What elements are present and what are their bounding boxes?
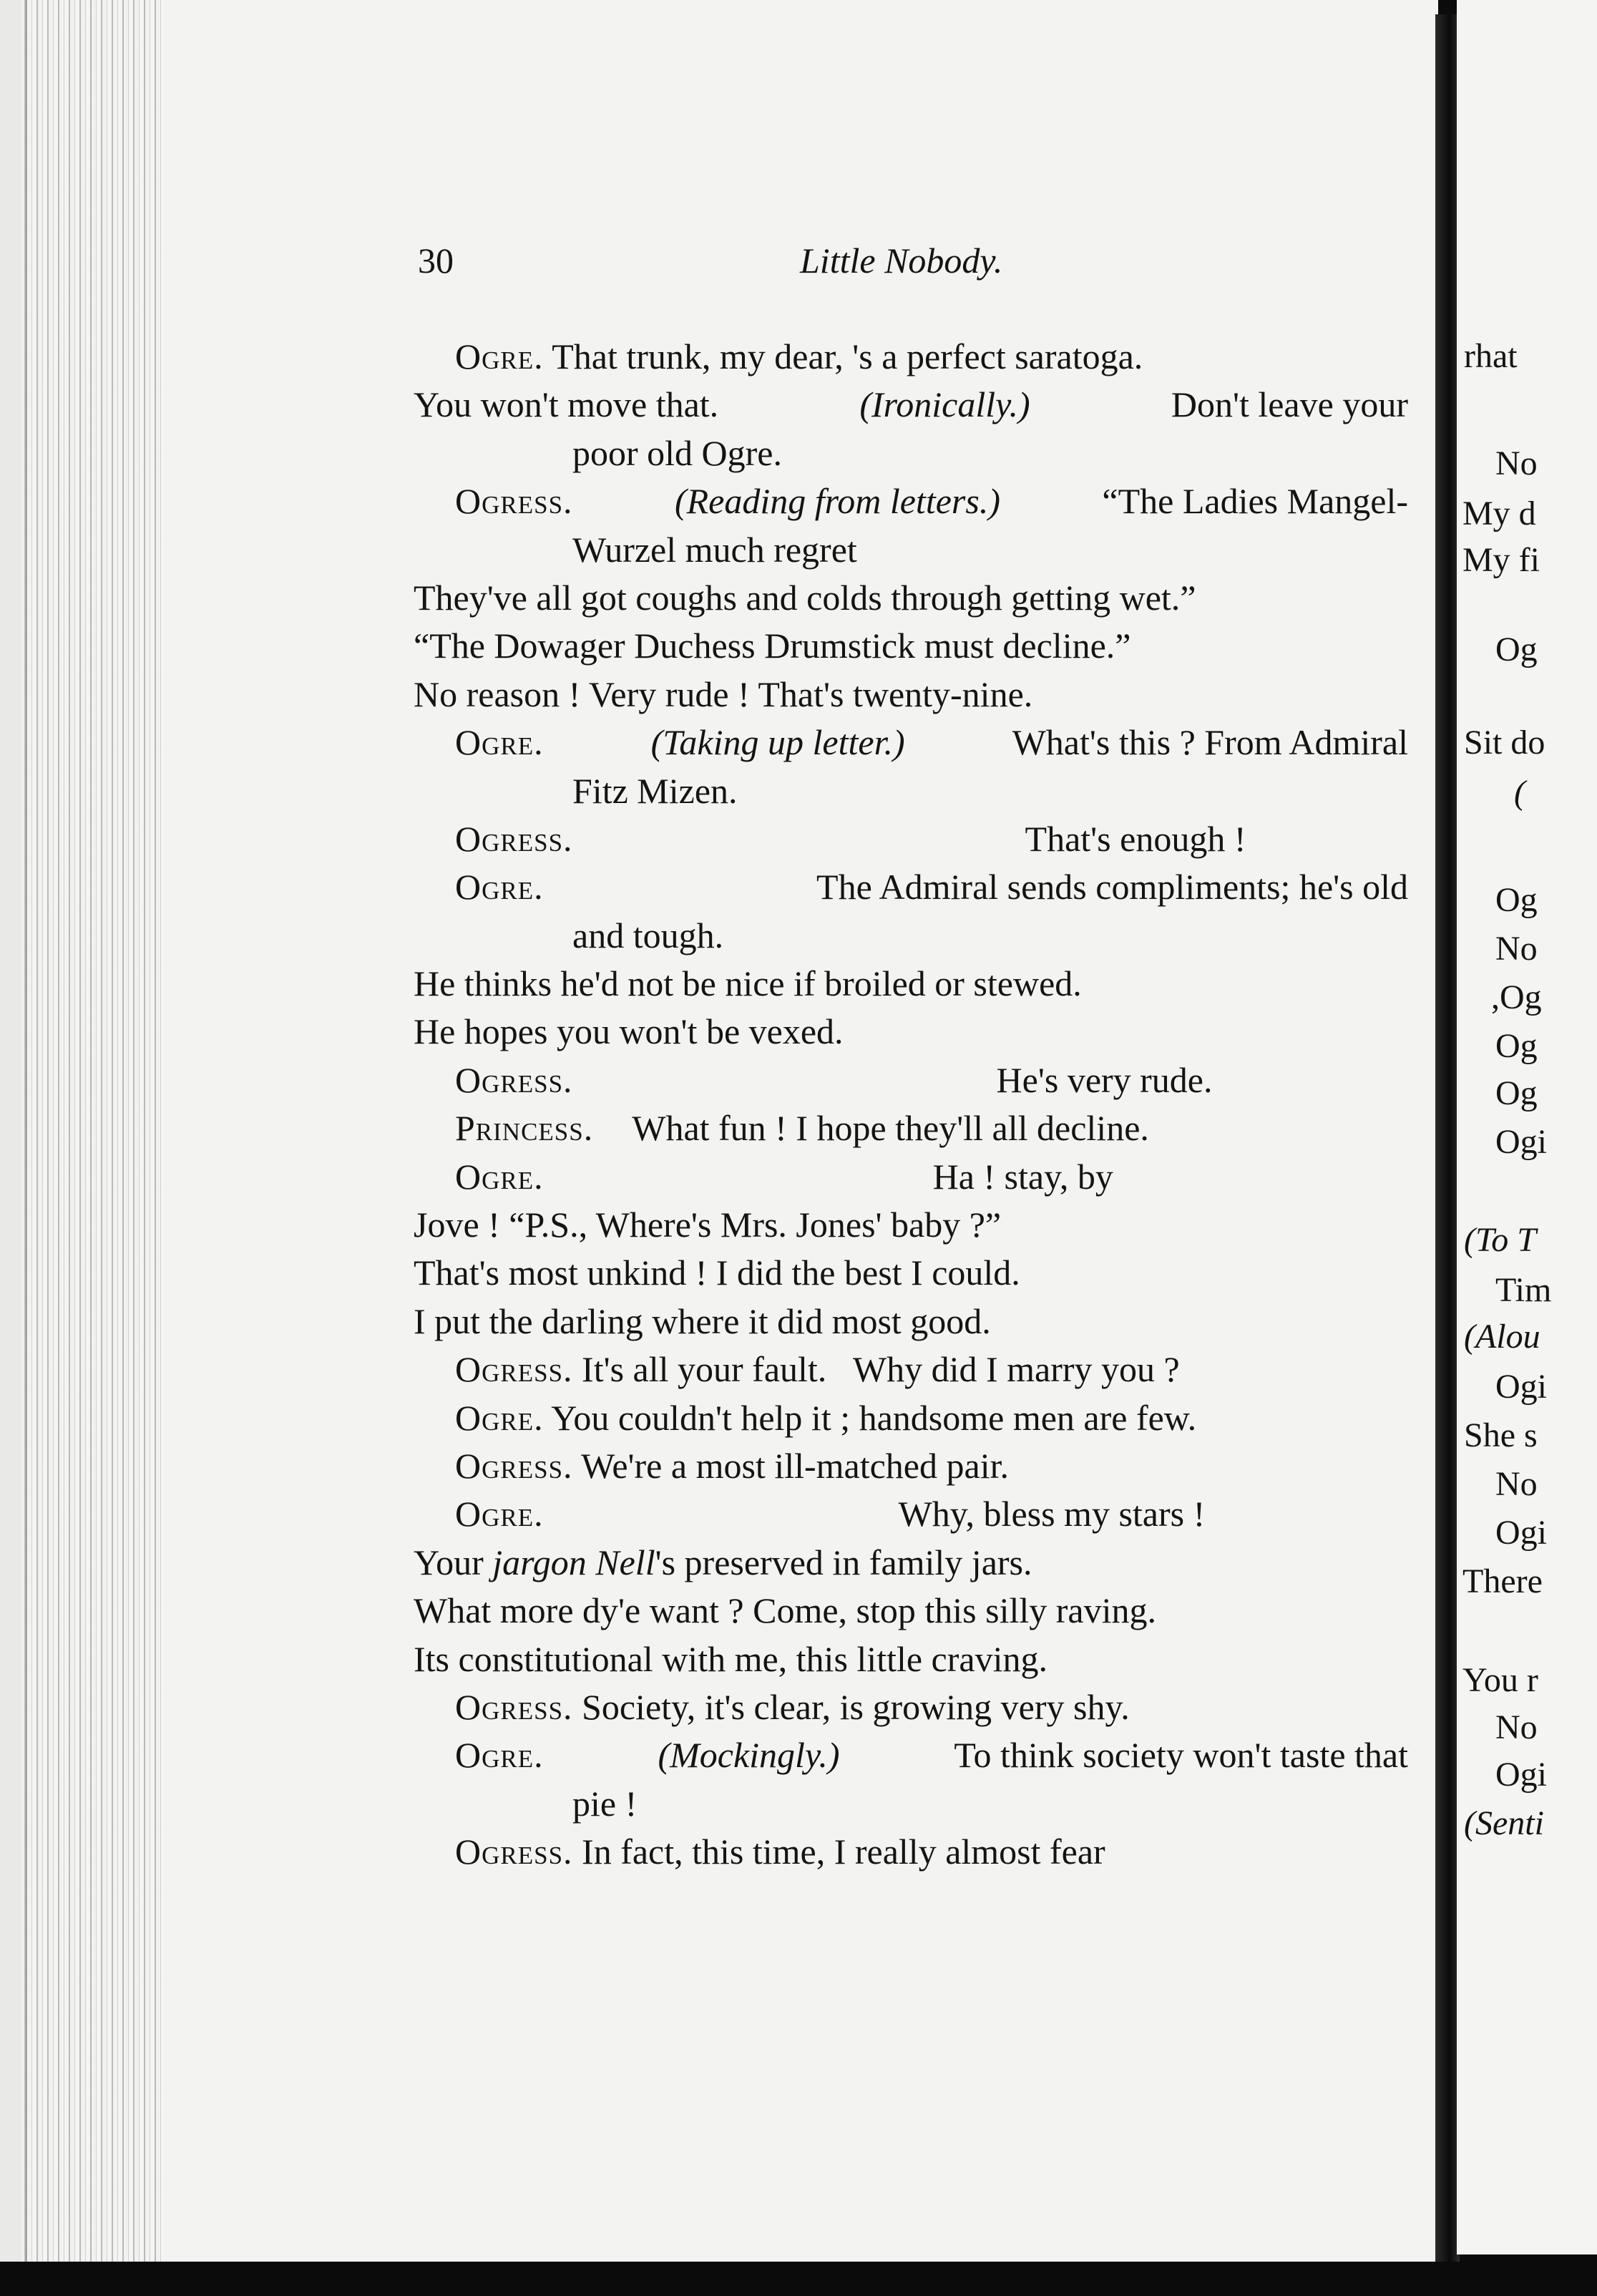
dialogue-text: 's preserved in family jars. <box>655 1542 1032 1582</box>
text-line <box>414 863 1415 911</box>
dialogue-text: and tough. <box>572 915 724 955</box>
right-page-line: (Alou <box>1464 1318 1540 1356</box>
text-line <box>414 1298 1415 1346</box>
text-line <box>414 960 1415 1008</box>
right-page-line: No <box>1495 930 1538 968</box>
right-page-line: No <box>1495 1465 1538 1503</box>
dialogue-text: What more dy'e want ? Come, stop this silly raving. <box>414 1590 1156 1631</box>
text-line <box>414 912 1415 960</box>
speaker-name: Ogress. <box>455 1832 573 1872</box>
stage-direction: (Reading from letters.) <box>674 481 1000 522</box>
text-line <box>414 1635 1415 1683</box>
dialogue-text: You couldn't help it ; handsome men are few. <box>543 1397 1197 1438</box>
dialogue-text: Its constitutional with me, this little craving. <box>414 1638 1047 1679</box>
stage-direction: (Mockingly.) <box>658 1735 840 1776</box>
text-line <box>414 526 1415 574</box>
dialogue-text: Ha ! stay, by <box>932 1156 1113 1197</box>
stage-direction: (Ironically.) <box>859 384 1030 425</box>
dialogue-text: You won't move that. <box>414 384 719 425</box>
right-page-line: Tim <box>1495 1271 1552 1309</box>
right-page-line: Og <box>1495 631 1538 668</box>
running-title: Little Nobody. <box>800 240 1003 281</box>
text-line <box>414 1780 1415 1828</box>
dialogue-text: I put the darling where it did most good. <box>414 1300 991 1341</box>
dialogue-text: What's this ? From Admiral <box>1012 722 1408 763</box>
right-page-line: My d <box>1462 495 1536 532</box>
right-page-line: (To T <box>1464 1221 1536 1259</box>
text-line <box>414 815 1415 863</box>
text-line <box>414 381 1415 429</box>
dialogue-text: “The Ladies Mangel- <box>1102 481 1408 522</box>
text-line <box>414 671 1415 719</box>
dialogue-text: No reason ! Very rude ! That's twenty-nine. <box>414 673 1033 714</box>
speaker-name: Ogress. <box>455 1445 573 1486</box>
right-page-line: No <box>1495 444 1538 482</box>
right-page-line: rhat <box>1464 337 1518 375</box>
dialogue-text: To think society won't taste that <box>954 1735 1408 1776</box>
text-line <box>414 1346 1415 1393</box>
text-line <box>414 719 1415 767</box>
text-line <box>414 622 1415 670</box>
dialogue-text: We're a most ill-matched pair. <box>572 1445 1009 1486</box>
right-page-line: Ogi <box>1495 1514 1547 1552</box>
dialogue-text: “The Dowager Duchess Drumstick must decline.” <box>414 626 1131 666</box>
dialogue-text: poor old Ogre. <box>572 432 782 473</box>
right-page-line: She s <box>1464 1416 1538 1454</box>
dialogue-text: Wurzel much regret <box>572 529 857 570</box>
right-page-line: ( <box>1514 774 1525 812</box>
dialogue-text: That's most unkind ! I did the best I could. <box>414 1252 1020 1293</box>
speaker-name: Princess. <box>455 1108 594 1149</box>
right-page-fragment <box>1457 0 1597 2254</box>
text-line <box>414 1056 1415 1104</box>
text-line <box>414 429 1415 477</box>
right-page-line: ,Og <box>1491 978 1542 1016</box>
text-line <box>414 1008 1415 1056</box>
dialogue-text: He hopes you won't be vexed. <box>414 1011 844 1052</box>
text-line <box>414 333 1415 381</box>
dialogue-text: In fact, this time, I really almost fear <box>572 1832 1105 1872</box>
speaker-name: Ogre. <box>455 1494 544 1534</box>
dialogue-text: It's all your fault. Why did I marry you ? <box>572 1349 1180 1390</box>
dialogue-text: That trunk, my dear, 's a perfect saratoga. <box>543 336 1143 376</box>
text-line <box>414 1539 1415 1587</box>
right-page-line: Og <box>1495 1027 1538 1065</box>
text-line <box>414 1249 1415 1297</box>
right-page-line: You r <box>1462 1661 1538 1699</box>
dialogue-text: pie ! <box>572 1783 638 1824</box>
speaker-name: Ogress. <box>455 1059 573 1100</box>
speaker-name: Ogre. <box>455 336 544 376</box>
text-line <box>414 1490 1415 1538</box>
dialogue-text: What fun ! I hope they'll all decline. <box>632 1108 1149 1149</box>
right-page-line: Sit do <box>1464 724 1545 762</box>
right-page-line: Og <box>1495 1074 1538 1112</box>
speaker-name: Ogress. <box>455 818 573 859</box>
right-page-line: My fi <box>1462 541 1540 579</box>
speaker-name: Ogress. <box>455 1349 573 1390</box>
dialogue-text: They've all got coughs and colds through getting wet.” <box>414 577 1196 618</box>
right-page-line: Ogi <box>1495 1368 1547 1406</box>
speaker-name: Ogress. <box>455 481 573 522</box>
text-line <box>414 1442 1415 1490</box>
dialogue-text: He's very rude. <box>996 1059 1213 1100</box>
stage-direction: (Taking up letter.) <box>650 722 905 763</box>
speaker-name: Ogre. <box>455 722 544 763</box>
text-line <box>414 1587 1415 1635</box>
speaker-name: Ogre. <box>455 1735 544 1776</box>
page-number: 30 <box>418 240 454 281</box>
text-line <box>414 477 1415 525</box>
dialogue-text: Jove ! “P.S., Where's Mrs. Jones' baby ?” <box>414 1205 1002 1245</box>
right-page-line: (Senti <box>1464 1804 1544 1842</box>
speaker-name: Ogre. <box>455 1397 544 1438</box>
right-page-line: Ogi <box>1495 1756 1547 1794</box>
text-line <box>414 1104 1415 1152</box>
dialogue-text: The Admiral sends compliments; he's old <box>816 867 1408 908</box>
dialogue-text: He thinks he'd not be nice if broiled or stewed. <box>414 963 1082 1004</box>
text-line <box>414 1153 1415 1201</box>
page-stack <box>21 0 165 2262</box>
speaker-name: Ogress. <box>455 1686 573 1727</box>
text-line <box>414 1201 1415 1249</box>
dialogue-text: Fitz Mizen. <box>572 770 738 811</box>
text-line <box>414 1828 1415 1876</box>
text-line <box>414 1683 1415 1731</box>
dialogue-text: Why, bless my stars ! <box>898 1494 1206 1534</box>
right-page-line: Og <box>1495 881 1538 919</box>
right-page-line: There <box>1462 1562 1543 1600</box>
dialogue-text: Don't leave your <box>1171 384 1408 425</box>
dialogue-text: Your <box>414 1542 493 1582</box>
stage-direction: jargon Nell <box>492 1542 655 1582</box>
right-page-line: Ogi <box>1495 1123 1547 1161</box>
right-page-line: No <box>1495 1708 1538 1746</box>
play-text <box>414 333 1415 1877</box>
text-line <box>414 767 1415 815</box>
text-line <box>414 1731 1415 1779</box>
dialogue-text: That's enough ! <box>1025 818 1246 859</box>
speaker-name: Ogre. <box>455 1156 544 1197</box>
text-line <box>414 1394 1415 1442</box>
text-line <box>414 574 1415 622</box>
book-gutter <box>1435 14 1460 2262</box>
speaker-name: Ogre. <box>455 867 544 908</box>
dialogue-text: Society, it's clear, is growing very shy. <box>572 1686 1130 1727</box>
